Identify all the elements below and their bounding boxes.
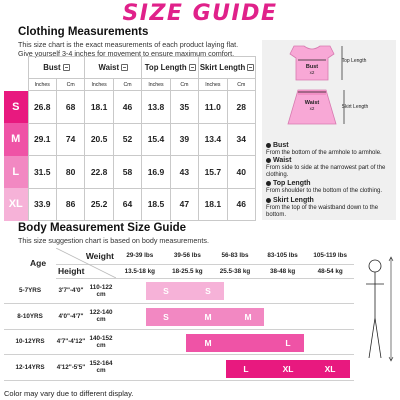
table-cell: 64 xyxy=(113,188,141,221)
age-header xyxy=(4,248,56,278)
table-cell: 46 xyxy=(113,91,141,124)
bust-figure-label: Bust xyxy=(305,64,319,70)
table-cell: 15.7 xyxy=(199,156,227,189)
legend-top-length xyxy=(266,180,394,195)
height-header-label: Height xyxy=(58,266,85,276)
table-cell: 25.2 xyxy=(85,188,113,221)
size-label-s xyxy=(4,91,28,124)
rec-size-label: S xyxy=(163,286,169,296)
clothing-desc-line-2: Give yourself 3-4 inches for movement to ensure maximum comfort. xyxy=(18,49,235,58)
legend-name: Top Length xyxy=(273,180,311,187)
bullet-icon xyxy=(266,158,271,163)
bullet-icon xyxy=(266,181,271,186)
unit-cell: Cm xyxy=(56,79,84,91)
body-desc: This size suggestion chart is based on body measurements. xyxy=(18,236,209,245)
box-icon xyxy=(247,64,254,71)
table-cell: 86 xyxy=(56,188,84,221)
clothing-title: Clothing Measurements xyxy=(18,26,149,38)
legend-name: Waist xyxy=(273,157,292,164)
table-cell: 58 xyxy=(113,156,141,189)
unit-cell: Cm xyxy=(113,79,141,91)
clothing-header-row xyxy=(4,57,256,79)
unit-cell: Inches xyxy=(199,79,227,91)
size-text: S xyxy=(12,100,20,113)
rec-size-label: L xyxy=(285,338,291,348)
rec-size-label: M xyxy=(204,338,212,348)
table-cell: 20.5 xyxy=(85,123,113,156)
legend-skirt-length xyxy=(266,197,394,219)
rec-size-label: M xyxy=(244,312,252,322)
size-text: XL xyxy=(8,198,23,211)
rec-size-label: S xyxy=(205,286,211,296)
height-cm-cell: 122-140 cm xyxy=(86,304,116,330)
rec-size-label: S xyxy=(163,312,169,322)
table-cell: 74 xyxy=(56,123,84,156)
body-title: Body Measurement Size Guide xyxy=(18,222,187,234)
garment-figure xyxy=(262,40,396,140)
size-label-m xyxy=(4,123,28,156)
table-cell: 11.0 xyxy=(199,91,227,124)
col-skirt-length xyxy=(199,57,256,79)
waist-figure-sub: x2 xyxy=(309,106,315,111)
table-cell: 40 xyxy=(227,156,255,189)
legend-desc: From side to side at the narrowest part of the clothing. xyxy=(266,165,386,178)
table-cell: 28 xyxy=(227,91,255,124)
table-cell: 68 xyxy=(56,91,84,124)
size-label-xl xyxy=(4,188,28,221)
rec-size-label: L xyxy=(243,364,249,374)
header-diagonal xyxy=(56,248,116,278)
unit-cell: Cm xyxy=(227,79,255,91)
weight-kg-cell: 18-25.5 kg xyxy=(164,264,212,278)
table-cell: 18.1 xyxy=(199,188,227,221)
unit-cell: Inches xyxy=(28,79,56,91)
skirt-waistband xyxy=(298,90,326,95)
rec-row-12-14 xyxy=(226,360,350,378)
weight-lbs-cell: 56-83 lbs xyxy=(211,248,259,264)
clothing-table xyxy=(4,56,256,221)
body-head xyxy=(369,260,381,272)
height-cm-cell: 140-152 cm xyxy=(86,329,116,355)
table-cell: 34 xyxy=(227,123,255,156)
box-icon xyxy=(189,64,196,71)
unit-row xyxy=(4,79,256,91)
rec-size-label: XL xyxy=(324,364,336,374)
table-cell: 47 xyxy=(170,188,198,221)
bust-figure-sub: x2 xyxy=(309,70,315,75)
table-row xyxy=(4,91,256,124)
legend-name: Bust xyxy=(273,142,289,149)
table-cell: 13.8 xyxy=(142,91,170,124)
legend-desc: From the bottom of the armhole to armhole. xyxy=(266,150,382,156)
height-in-cell: 4'7"-4'12" xyxy=(56,329,86,355)
table-cell: 22.8 xyxy=(85,156,113,189)
table-cell: 39 xyxy=(170,123,198,156)
table-corner xyxy=(4,57,28,79)
age-header-label: Age xyxy=(30,258,47,268)
unit-cell: Inches xyxy=(85,79,113,91)
age-cell: 5-7YRS xyxy=(4,278,56,304)
age-cell: 10-12YRS xyxy=(4,329,56,355)
table-cell: 26.8 xyxy=(28,91,56,124)
col-top-length xyxy=(142,57,199,79)
col-label: Bust xyxy=(43,63,61,72)
table-corner xyxy=(4,79,28,91)
rec-row-5-7 xyxy=(146,282,224,300)
weight-kg-cell: 25.5-38 kg xyxy=(211,264,259,278)
legend-bust xyxy=(266,142,394,157)
table-cell: 35 xyxy=(170,91,198,124)
unit-cell: Cm xyxy=(170,79,198,91)
col-label: Skirt Length xyxy=(199,63,246,72)
height-in-cell: 4'0"-4'7" xyxy=(56,304,86,330)
height-cm-cell: 110-122 cm xyxy=(86,278,116,304)
table-row xyxy=(4,188,256,221)
table-cell: 18.1 xyxy=(85,91,113,124)
weight-kg-cell: 38-48 kg xyxy=(259,264,307,278)
table-cell: 80 xyxy=(56,156,84,189)
table-cell: 52 xyxy=(113,123,141,156)
rec-row-8-10 xyxy=(146,308,264,326)
age-cell: 12-14YRS xyxy=(4,355,56,381)
table-row xyxy=(4,123,256,156)
rec-size-label: XL xyxy=(282,364,294,374)
col-label: Waist xyxy=(98,63,120,72)
weight-lbs-cell: 29-39 lbs xyxy=(116,248,164,264)
weight-lbs-cell: 83-105 lbs xyxy=(259,248,307,264)
size-text: M xyxy=(11,133,21,146)
rec-row-10-12 xyxy=(186,334,304,352)
bullet-icon xyxy=(266,198,271,203)
waist-figure-label: Waist xyxy=(304,100,320,106)
table-cell: 31.5 xyxy=(28,156,56,189)
skirt-length-figure-label: Skirt Length xyxy=(341,104,369,110)
col-label: Top Length xyxy=(144,63,187,72)
page-title: SIZE GUIDE xyxy=(122,1,278,26)
weight-kg-cell: 13.5-18 kg xyxy=(116,264,164,278)
box-icon xyxy=(121,64,128,71)
legend-desc: From shoulder to the bottom of the clothing. xyxy=(266,188,383,194)
rec-size-label: M xyxy=(204,312,212,322)
age-cell: 8-10YRS xyxy=(4,304,56,330)
height-in-cell: 3'7"-4'0" xyxy=(56,278,86,304)
table-cell: 13.4 xyxy=(199,123,227,156)
weight-lbs-cell: 105-119 lbs xyxy=(306,248,354,264)
weight-header-label: Weight xyxy=(85,250,114,261)
size-text: L xyxy=(12,165,20,178)
table-cell: 43 xyxy=(170,156,198,189)
footer-note: Color may vary due to different display. xyxy=(4,389,134,398)
table-row xyxy=(4,156,256,189)
table-cell: 18.5 xyxy=(142,188,170,221)
legend-desc: From the top of the waistband down to the bottom. xyxy=(266,205,379,218)
weight-kg-cell: 48-54 kg xyxy=(306,264,354,278)
box-icon xyxy=(63,64,70,71)
top-length-figure-label: Top Length xyxy=(341,58,367,64)
legend-waist xyxy=(266,157,394,179)
legend-name: Skirt Length xyxy=(273,197,314,204)
col-waist xyxy=(85,57,142,79)
table-cell: 16.9 xyxy=(142,156,170,189)
body-stick xyxy=(366,272,384,358)
clothing-desc-line-1: This size chart is the exact measurements of each product laying flat. xyxy=(18,40,239,49)
bullet-icon xyxy=(266,143,271,148)
table-cell: 15.4 xyxy=(142,123,170,156)
size-label-l xyxy=(4,156,28,189)
table-cell: 29.1 xyxy=(28,123,56,156)
height-in-cell: 4'12"-5'5" xyxy=(56,355,86,381)
col-bust xyxy=(28,57,85,79)
table-cell: 33.9 xyxy=(28,188,56,221)
table-cell: 46 xyxy=(227,188,255,221)
height-cm-cell: 152-164 cm xyxy=(86,355,116,381)
weight-lbs-cell: 39-56 lbs xyxy=(164,248,212,264)
body-figure xyxy=(358,248,398,388)
unit-cell: Inches xyxy=(142,79,170,91)
